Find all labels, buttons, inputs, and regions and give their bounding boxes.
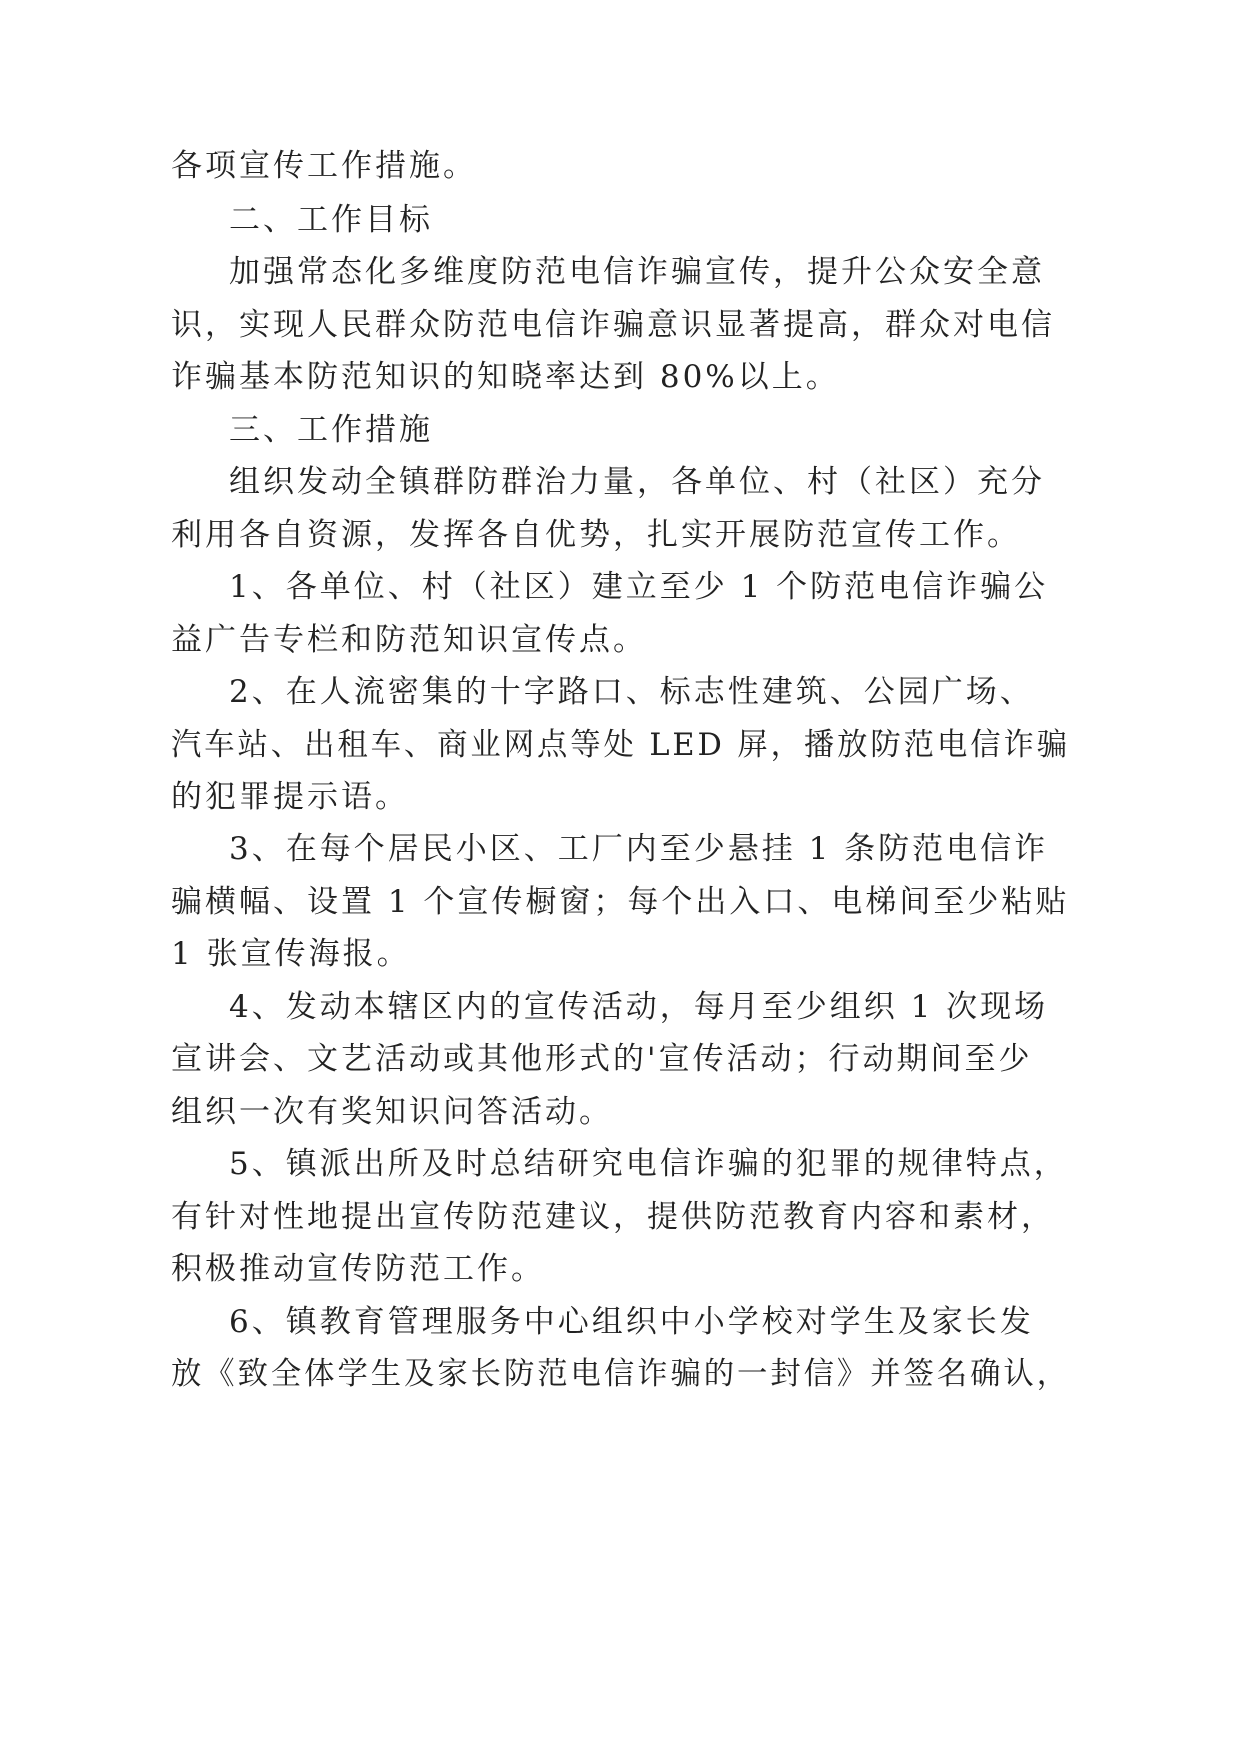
line-text: 诈骗基本防范知识的知晓率达到 80%以上。: [171, 359, 840, 395]
text-line: [0, 567, 1241, 607]
text-line: [0, 725, 1241, 765]
line-text: 的犯罪提示语。: [171, 779, 409, 815]
line-text: 3、在每个居民小区、工厂内至少悬挂 1 条防范电信诈: [229, 831, 1049, 867]
text-line: [0, 462, 1241, 502]
text-line: [0, 1302, 1241, 1342]
text-line: [0, 1092, 1241, 1132]
line-text: 各项宣传工作措施。: [171, 148, 477, 184]
text-line: [0, 672, 1241, 712]
line-text: 1、各单位、村（社区）建立至少 1 个防范电信诈骗公: [229, 569, 1049, 605]
line-text: 汽车站、出租车、商业网点等处 LED 屏，播放防范电信诈骗: [171, 727, 1071, 763]
line-text: 放《致全体学生及家长防范电信诈骗的一封信》并签名确认，: [171, 1356, 1070, 1392]
line-text: 组织一次有奖知识问答活动。: [171, 1094, 613, 1130]
text-line: [0, 305, 1241, 345]
text-line: [0, 146, 1241, 186]
text-line: [0, 934, 1241, 974]
line-text: 6、镇教育管理服务中心组织中小学校对学生及家长发: [229, 1304, 1034, 1340]
section-heading: [0, 200, 1241, 240]
line-text: 识，实现人民群众防范电信诈骗意识显著提高，群众对电信: [171, 307, 1055, 343]
text-line: [0, 620, 1241, 660]
text-line: [0, 1039, 1241, 1079]
text-line: [0, 515, 1241, 555]
text-line: [0, 1354, 1241, 1394]
line-text: 2、在人流密集的十字路口、标志性建筑、公园广场、: [229, 674, 1034, 710]
line-text: 宣讲会、文艺活动或其他形式的'宣传活动；行动期间至少: [171, 1041, 1033, 1077]
line-text: 二、工作目标: [229, 202, 433, 238]
line-text: 利用各自资源，发挥各自优势，扎实开展防范宣传工作。: [171, 517, 1021, 553]
line-text: 骗横幅、设置 1 个宣传橱窗；每个出入口、电梯间至少粘贴: [171, 884, 1070, 920]
text-line: [0, 777, 1241, 817]
text-line: [0, 987, 1241, 1027]
text-line: [0, 1144, 1241, 1184]
text-line: [0, 357, 1241, 397]
section-heading: [0, 410, 1241, 450]
text-line: [0, 829, 1241, 869]
line-text: 三、工作措施: [229, 412, 433, 448]
line-text: 积极推动宣传防范工作。: [171, 1251, 545, 1287]
line-text: 组织发动全镇群防群治力量，各单位、村（社区）充分: [229, 464, 1045, 500]
line-text: 5、镇派出所及时总结研究电信诈骗的犯罪的规律特点，: [229, 1146, 1068, 1182]
text-line: [0, 882, 1241, 922]
text-line: [0, 1197, 1241, 1237]
line-text: 有针对性地提出宣传防范建议，提供防范教育内容和素材，: [171, 1199, 1055, 1235]
line-text: 益广告专栏和防范知识宣传点。: [171, 622, 647, 658]
text-line: [0, 1249, 1241, 1289]
line-text: 加强常态化多维度防范电信诈骗宣传，提升公众安全意: [229, 254, 1045, 290]
line-text: 1 张宣传海报。: [171, 936, 411, 972]
text-line: [0, 252, 1241, 292]
line-text: 4、发动本辖区内的宣传活动，每月至少组织 1 次现场: [229, 989, 1049, 1025]
